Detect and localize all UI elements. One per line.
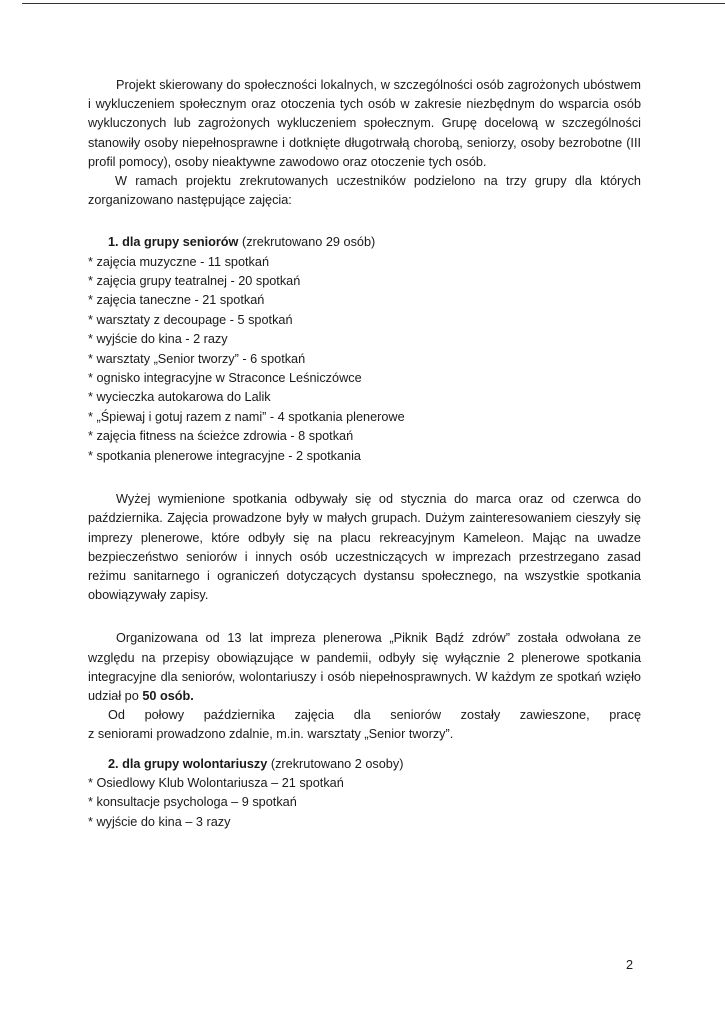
section-2-heading-note: (zrekrutowano 2 osoby) bbox=[267, 756, 404, 771]
seniors-summary-paragraph: Wyżej wymienione spotkania odbywały się od stycznia do marca oraz od czerwca do października. Zajęcia prowadzone były w małych grupach. Dużym zainteresowaniem cieszyły się imprezy plenerowe, które odbyły się na placu rekreacyjnym Kameleon. Mając na uwadze bezpieczeństwo seniorów i innych osób uczestniczących w imprezach przestrzegano zasad reżimu sanitarnego i ograniczeń dotyczących dystansu społecznego, na wszystkie spotkania obowiązywały zapisy. bbox=[88, 492, 641, 603]
section-2-heading bbox=[88, 755, 641, 774]
section-2-heading-bold: 2. dla grupy wolontariuszy bbox=[108, 756, 268, 771]
seniors-activities-list bbox=[88, 253, 641, 466]
list-item: * wycieczka autokarowa do Lalik bbox=[88, 388, 641, 407]
list-item: * zajęcia fitness na ścieżce zdrowia - 8 spotkań bbox=[88, 427, 641, 446]
list-item: * spotkania plenerowe integracyjne - 2 spotkania bbox=[88, 447, 641, 466]
document-page bbox=[88, 76, 641, 833]
list-item: * wyjście do kina – 3 razy bbox=[88, 813, 641, 833]
intro-paragraph: Projekt skierowany do społeczności lokalnych, w szczególności osób zagrożonych ubóstwem i wykluczeniem społecznym oraz otoczenia tych osób w zakresie niezbędnym do wsparcia osób wykluczonych lub zagrożonych wykluczeniem społecznym. Grupę docelową w szczególności stanowiły osoby niepełnosprawne i dotknięte długotrwałą chorobą, seniorzy, osoby bezrobotne (III profil pomocy), osoby nieaktywne zawodowo oraz otoczenie tych osób. bbox=[88, 78, 641, 169]
groups-intro-paragraph: W ramach projektu zrekrutowanych uczestników podzielono na trzy grupy dla których zorganizowano następujące zajęcia: bbox=[88, 174, 641, 208]
participants-count: 50 osób. bbox=[142, 688, 194, 703]
top-border-line bbox=[22, 3, 725, 4]
list-item: * Osiedlowy Klub Wolontariusza – 21 spotkań bbox=[88, 774, 641, 794]
list-item: * zajęcia grupy teatralnej - 20 spotkań bbox=[88, 272, 641, 291]
section-1-heading-note: (zrekrutowano 29 osób) bbox=[238, 235, 376, 250]
suspension-paragraph-line-2: z seniorami prowadzono zdalnie, m.in. warsztaty „Senior tworzy”. bbox=[88, 727, 454, 742]
page-number: 2 bbox=[626, 958, 634, 972]
list-item: * zajęcia taneczne - 21 spotkań bbox=[88, 291, 641, 310]
list-item: * warsztaty z decoupage - 5 spotkań bbox=[88, 311, 641, 330]
suspension-paragraph-line-1: Od połowy października zajęcia dla seniorów zostały zawieszone, pracę bbox=[108, 708, 641, 723]
list-item: * zajęcia muzyczne - 11 spotkań bbox=[88, 253, 641, 272]
list-item: * konsultacje psychologa – 9 spotkań bbox=[88, 793, 641, 813]
list-item: * ognisko integracyjne w Straconce Leśniczówce bbox=[88, 369, 641, 388]
volunteers-activities-list bbox=[88, 774, 641, 833]
list-item: * wyjście do kina - 2 razy bbox=[88, 330, 641, 349]
list-item: * warsztaty „Senior tworzy” - 6 spotkań bbox=[88, 350, 641, 369]
section-1-heading bbox=[88, 233, 641, 252]
list-item: * „Śpiewaj i gotuj razem z nami” - 4 spotkania plenerowe bbox=[88, 408, 641, 427]
picnic-paragraph bbox=[88, 629, 641, 706]
section-1-heading-bold: 1. dla grupy seniorów bbox=[108, 235, 239, 250]
picnic-paragraph-text: Organizowana od 13 lat impreza plenerowa „Piknik Bądź zdrów” została odwołana ze względu na przepisy obowiązujące w pandemii, odbyły się wyłącznie 2 plenerowe spotkania integracyjne dla seniorów, wolontariuszy i osób niepełnosprawnych. W każdym ze spotkań wzięło udział po bbox=[88, 631, 641, 703]
